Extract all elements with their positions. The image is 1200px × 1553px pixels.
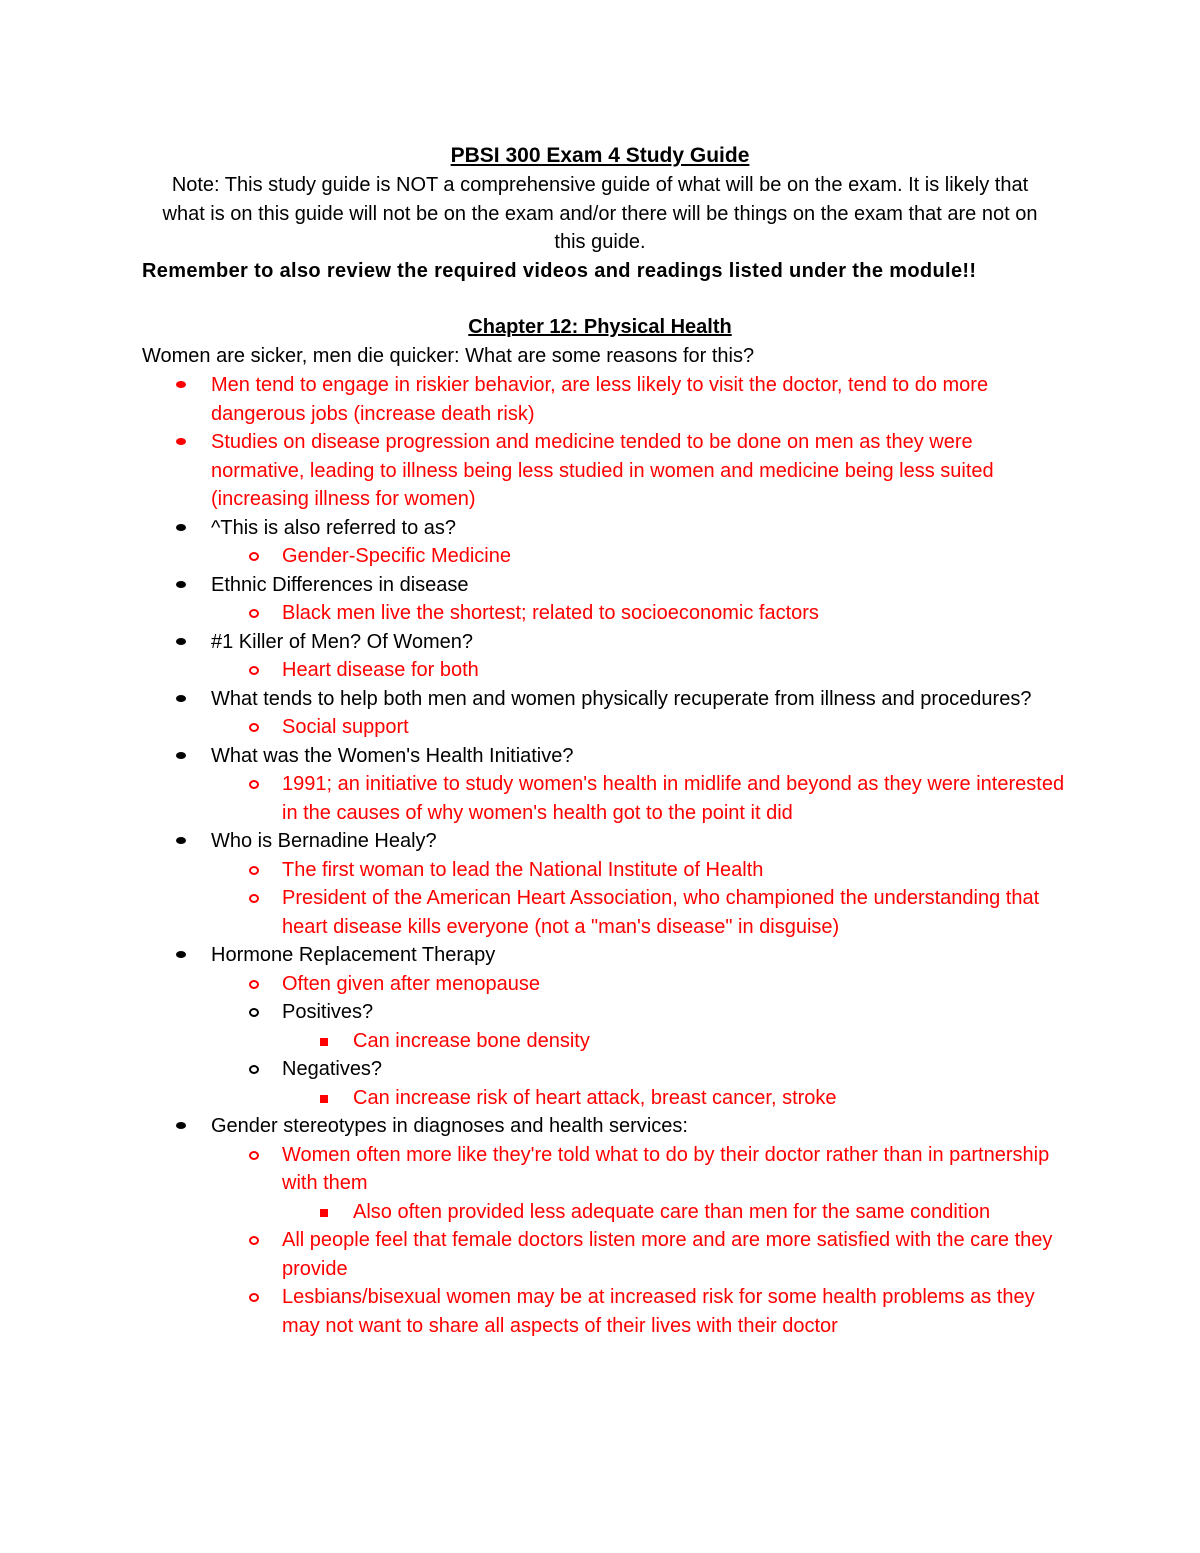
document-title: PBSI 300 Exam 4 Study Guide bbox=[450, 144, 750, 167]
list-item: All people feel that female doctors listen more and are more satisfied with the care they provide bbox=[0, 1226, 1072, 1283]
list-item: Studies on disease progression and medicine tended to be done on men as they were normative, leading to illness being less studied in women and medicine being less suited (increasing illness for women) bbox=[0, 428, 1071, 514]
square-bullet-icon bbox=[320, 1038, 328, 1046]
study-list bbox=[0, 371, 1200, 1340]
circle-bullet-icon bbox=[249, 552, 259, 561]
disclaimer-note: Note: This study guide is NOT a comprehensive guide of what will be on the exam. It is likely that what is on this guide will not be on the exam and/or there will be things on the exam that are not on this guide. bbox=[162, 174, 1038, 254]
list-item: Lesbians/bisexual women may be at increased risk for some health problems as they may not want to share all aspects of their lives with their doctor bbox=[0, 1283, 1072, 1340]
bullet-icon bbox=[176, 638, 186, 645]
list-item: #1 Killer of Men? Of Women? bbox=[0, 628, 1071, 657]
list-item: 1991; an initiative to study women's health in midlife and beyond as they were interested in the causes of why women's health got to the point it did bbox=[0, 770, 1072, 827]
list-item: Often given after menopause bbox=[0, 970, 1072, 999]
bullet-icon bbox=[176, 581, 186, 588]
circle-bullet-icon bbox=[249, 780, 259, 789]
list-item: What tends to help both men and women physically recuperate from illness and procedures? bbox=[0, 685, 1071, 714]
list-item: Ethnic Differences in disease bbox=[0, 571, 1071, 600]
list-item: Who is Bernadine Healy? bbox=[0, 827, 1071, 856]
bullet-icon bbox=[176, 951, 186, 958]
circle-bullet-icon bbox=[249, 1151, 259, 1160]
bullet-icon bbox=[176, 438, 186, 445]
circle-bullet-icon bbox=[249, 609, 259, 618]
list-item: Heart disease for both bbox=[0, 656, 1072, 685]
list-item: Positives? bbox=[0, 998, 1072, 1027]
list-item: Social support bbox=[0, 713, 1072, 742]
intro-question: Women are sicker, men die quicker: What are some reasons for this? bbox=[142, 345, 755, 367]
list-item: Can increase risk of heart attack, breast cancer, stroke bbox=[0, 1084, 1073, 1113]
circle-bullet-icon bbox=[249, 1236, 259, 1245]
bullet-icon bbox=[176, 1122, 186, 1129]
circle-bullet-icon bbox=[249, 1065, 259, 1074]
list-item: President of the American Heart Association, who championed the understanding that heart disease kills everyone (not a "man's disease" in disguise) bbox=[0, 884, 1072, 941]
list-item: Gender stereotypes in diagnoses and health services: bbox=[0, 1112, 1071, 1141]
list-item: Black men live the shortest; related to socioeconomic factors bbox=[0, 599, 1072, 628]
list-item: ^This is also referred to as? bbox=[0, 514, 1071, 543]
list-item: Also often provided less adequate care than men for the same condition bbox=[0, 1198, 1073, 1227]
list-item: The first woman to lead the National Institute of Health bbox=[0, 856, 1072, 885]
list-item: Can increase bone density bbox=[0, 1027, 1073, 1056]
bullet-icon bbox=[176, 695, 186, 702]
list-item: Hormone Replacement Therapy bbox=[0, 941, 1071, 970]
reminder-text: Remember to also review the required videos and readings listed under the module!! bbox=[142, 260, 977, 282]
square-bullet-icon bbox=[320, 1095, 328, 1103]
circle-bullet-icon bbox=[249, 980, 259, 989]
bullet-icon bbox=[176, 752, 186, 759]
circle-bullet-icon bbox=[249, 894, 259, 903]
circle-bullet-icon bbox=[249, 866, 259, 875]
list-item: What was the Women's Health Initiative? bbox=[0, 742, 1071, 771]
square-bullet-icon bbox=[320, 1209, 328, 1217]
bullet-icon bbox=[176, 381, 186, 388]
circle-bullet-icon bbox=[249, 666, 259, 675]
circle-bullet-icon bbox=[249, 1008, 259, 1017]
bullet-icon bbox=[176, 837, 186, 844]
list-item: Men tend to engage in riskier behavior, are less likely to visit the doctor, tend to do more dangerous jobs (increase death risk) bbox=[0, 371, 1071, 428]
list-item: Negatives? bbox=[0, 1055, 1072, 1084]
circle-bullet-icon bbox=[249, 723, 259, 732]
list-item: Women often more like they're told what to do by their doctor rather than in partnership with them bbox=[0, 1141, 1072, 1198]
bullet-icon bbox=[176, 524, 186, 531]
list-item: Gender-Specific Medicine bbox=[0, 542, 1072, 571]
circle-bullet-icon bbox=[249, 1293, 259, 1302]
chapter-heading: Chapter 12: Physical Health bbox=[468, 316, 732, 338]
